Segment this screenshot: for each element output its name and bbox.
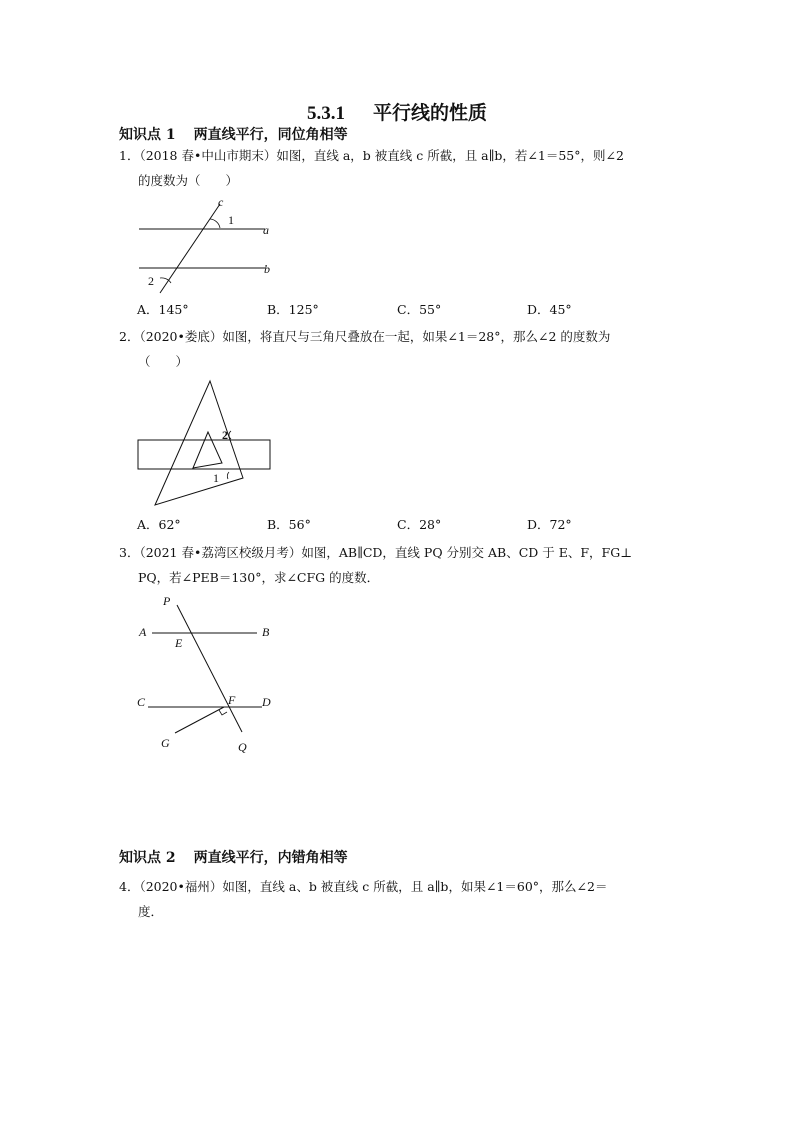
label-angle-2: 2 xyxy=(148,274,154,288)
question-1-options xyxy=(137,300,657,318)
set-square xyxy=(155,381,243,505)
label-c: c xyxy=(218,195,224,209)
question-3-line-2: PQ，若∠PEB＝130°，求∠CFG 的度数． xyxy=(138,570,380,585)
question-1-figure xyxy=(130,190,310,300)
right-angle-mark xyxy=(219,710,227,715)
label-angle-1: 1 xyxy=(228,213,234,227)
label-d: D xyxy=(262,695,271,709)
option-c[interactable]: C．55° xyxy=(397,302,442,317)
page-title xyxy=(0,98,794,125)
line-c xyxy=(160,204,220,293)
question-2 xyxy=(119,324,679,374)
knowledge-point-label: 知识点 2 xyxy=(119,850,176,866)
section-number: 5.3.1 xyxy=(306,103,345,124)
option-a[interactable]: A．62° xyxy=(137,517,181,532)
option-b[interactable]: B．56° xyxy=(267,517,311,532)
question-1 xyxy=(119,143,679,193)
angle-1-arc xyxy=(210,219,220,228)
question-1-line-1: 1．（2018 春•中山市期末）如图，直线 a，b 被直线 c 所截，且 a∥b，若∠1＝55°，则∠2 xyxy=(119,148,624,163)
label-q: Q xyxy=(238,740,247,754)
question-2-line-2: （ ） xyxy=(138,354,189,369)
label-e: E xyxy=(175,636,183,650)
section-title: 平行线的性质 xyxy=(372,102,487,124)
label-c: C xyxy=(137,695,146,709)
question-1-line-2: 的度数为（ ） xyxy=(138,173,239,188)
label-angle-1: 1 xyxy=(213,471,219,485)
knowledge-point-label: 知识点 1 xyxy=(119,127,176,143)
option-d[interactable]: D．45° xyxy=(527,302,572,317)
set-square-hole xyxy=(193,432,222,468)
line-pq xyxy=(177,605,242,732)
label-g: G xyxy=(161,736,170,750)
knowledge-point-text: 两直线平行，内错角相等 xyxy=(193,850,348,866)
ruler xyxy=(138,440,270,469)
label-a: A xyxy=(139,625,147,639)
knowledge-point-2 xyxy=(119,847,348,867)
option-c[interactable]: C．28° xyxy=(397,517,442,532)
label-b: b xyxy=(264,262,270,276)
question-2-figure xyxy=(130,378,290,513)
question-2-line-1: 2．（2020•娄底）如图，将直尺与三角尺叠放在一起，如果∠1＝28°，那么∠2 的度数为 xyxy=(119,329,611,344)
label-f: F xyxy=(228,693,236,707)
label-b: B xyxy=(262,625,270,639)
angle-1-arc xyxy=(227,472,229,479)
label-a: a xyxy=(263,223,269,237)
label-angle-2: 2 xyxy=(222,428,228,442)
question-2-options xyxy=(137,515,657,533)
question-3-line-1: 3．（2021 春•荔湾区校级月考）如图，AB∥CD，直线 PQ 分别交 AB、CD 于 E、F，FG⊥ xyxy=(119,545,632,560)
line-fg xyxy=(175,707,224,733)
knowledge-point-1 xyxy=(119,124,348,144)
option-a[interactable]: A．145° xyxy=(137,302,189,317)
option-d[interactable]: D．72° xyxy=(527,517,572,532)
question-4-line-2: 度． xyxy=(138,904,164,919)
option-b[interactable]: B．125° xyxy=(267,302,319,317)
question-4 xyxy=(119,874,679,924)
knowledge-point-text: 两直线平行，同位角相等 xyxy=(193,127,348,143)
label-p: P xyxy=(163,594,171,608)
question-3 xyxy=(119,540,679,590)
question-3-figure xyxy=(130,590,290,760)
question-4-line-1: 4．（2020•福州）如图，直线 a、b 被直线 c 所截，且 a∥b，如果∠1＝60°，那么∠2＝ xyxy=(119,879,608,894)
